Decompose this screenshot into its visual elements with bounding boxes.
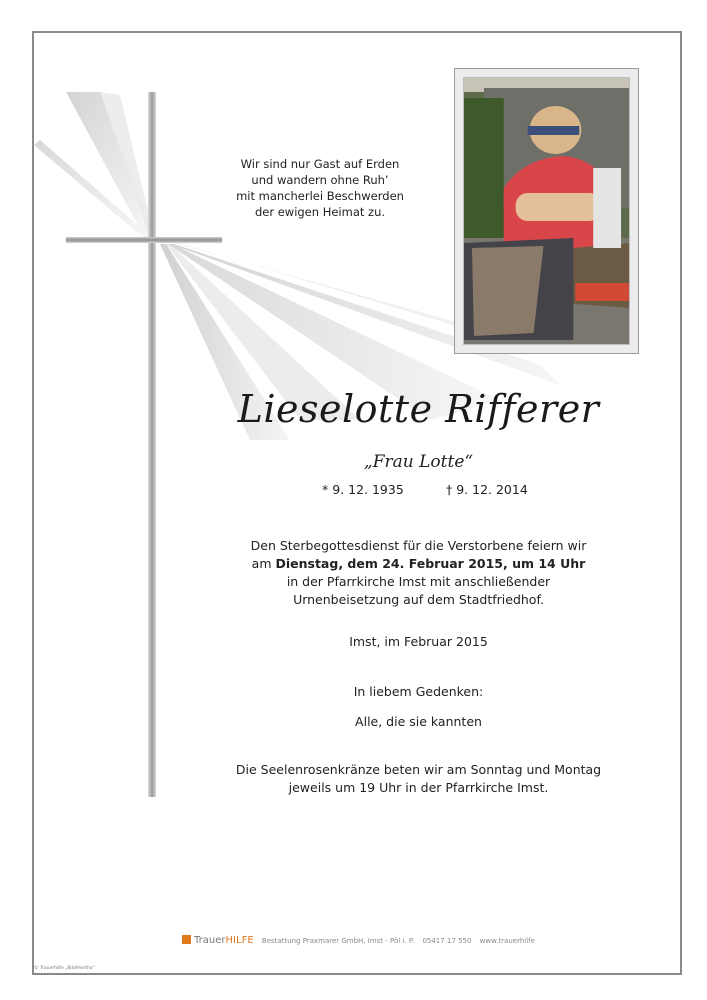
brand-name: TrauerHILFE — [194, 935, 254, 946]
service-line — [130, 555, 707, 573]
verse-line: mit mancherlei Beschwerden — [236, 189, 404, 203]
cross-horizontal-beam — [66, 237, 222, 243]
verse-line: und wandern ohne Ruh’ — [251, 173, 389, 187]
portrait-photo-frame — [454, 68, 639, 354]
place-and-date: Imst, im Februar 2015 — [349, 634, 488, 649]
memory-line: In liebem Gedenken: — [353, 684, 484, 699]
image-credit: © Trauerhilfe „Bild/Hertha“ — [34, 966, 95, 971]
death-date: † 9. 12. 2014 — [446, 482, 528, 497]
birth-date: * 9. 12. 1935 — [322, 482, 404, 497]
funeral-service-text — [0, 537, 707, 609]
footer-company: Bestattung Praxmarer GmbH, Imst - Pöl i. P. — [261, 936, 415, 945]
mourners-signature: Alle, die sie kannten — [355, 714, 482, 729]
verse-line: der ewigen Heimat zu. — [254, 205, 386, 219]
portrait-photo — [463, 77, 630, 345]
verse — [220, 156, 420, 220]
service-line: Urnenbeisetzung auf dem Stadtfriedhof. — [293, 592, 544, 607]
verse-line: Wir sind nur Gast auf Erden — [240, 157, 400, 171]
rosary-line: jeweils um 19 Uhr in der Pfarrkirche Imst. — [288, 780, 549, 795]
service-date-prefix: am — [251, 556, 272, 571]
service-date: Dienstag, dem 24. Februar 2015, um 14 Uhr — [275, 556, 586, 571]
deceased-name: Lieselotte Rifferer — [237, 387, 600, 431]
deceased-nickname: „Frau Lotte“ — [363, 452, 474, 472]
footer — [0, 935, 707, 946]
trauerhilfe-logo-icon — [182, 935, 191, 944]
footer-web[interactable]: www.trauerhilfe — [479, 936, 535, 945]
rosary-notice — [0, 761, 707, 797]
rosary-line: Die Seelenrosenkränze beten wir am Sonntag und Montag — [235, 762, 602, 777]
service-line: Den Sterbegottesdienst für die Verstorbene feiern wir — [250, 538, 587, 553]
service-line: in der Pfarrkirche Imst mit anschließender — [286, 574, 551, 589]
footer-phone: 05417 17 550 — [422, 936, 472, 945]
